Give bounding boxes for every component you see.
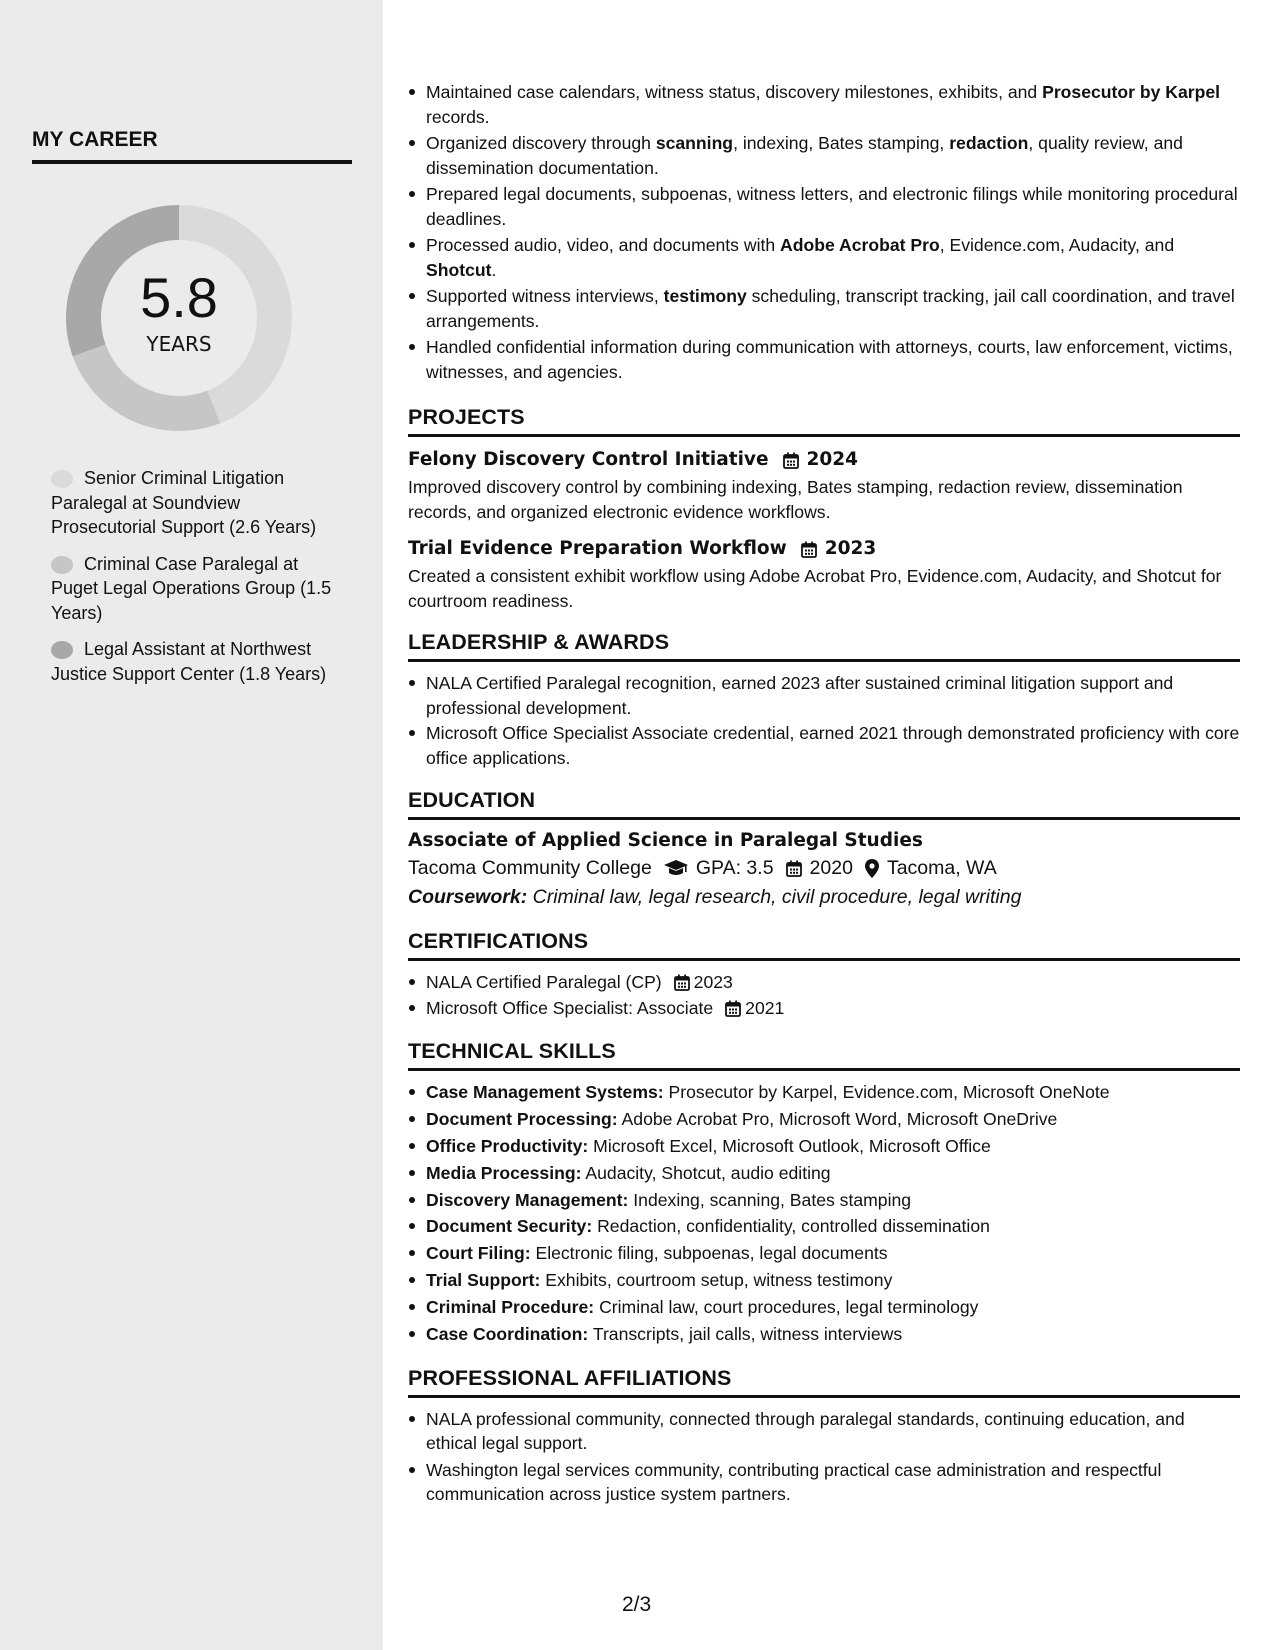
project-title: Felony Discovery Control Initiative: [408, 449, 769, 470]
award-item: NALA Certified Paralegal recognition, earned 2023 after sustained criminal litigation support and professional development.: [408, 671, 1240, 720]
certification-name: Microsoft Office Specialist: Associate: [426, 998, 714, 1018]
bullet-text: Supported witness interviews,: [426, 286, 664, 306]
coursework-label: Coursework:: [408, 886, 528, 908]
leadership-list: [408, 671, 1240, 770]
calendar-icon: [801, 541, 817, 558]
project-title: Trial Evidence Preparation Workflow: [408, 538, 787, 559]
skill-item: [408, 1214, 1240, 1239]
skill-values: Redaction, confidentiality, controlled dissemination: [597, 1216, 990, 1237]
location-pin-icon: [865, 859, 879, 878]
skill-category: Media Processing:: [426, 1162, 582, 1183]
skill-item: [408, 1188, 1240, 1213]
experience-bullet: [408, 335, 1240, 384]
skill-item: [408, 1134, 1240, 1159]
career-item: [51, 466, 341, 540]
skill-item: [408, 1241, 1240, 1266]
skills-list: [408, 1080, 1240, 1347]
project-title-row: [408, 536, 1240, 562]
graduation-cap-icon: [664, 859, 688, 877]
certification-year: 2023: [693, 972, 733, 992]
bullet-text: records.: [426, 106, 490, 127]
leadership-heading: LEADERSHIP & AWARDS: [408, 629, 1240, 662]
coursework-text: Criminal law, legal research, civil procedure, legal writing: [532, 886, 1022, 908]
bold-keyword: redaction: [949, 133, 1029, 153]
award-item: Microsoft Office Specialist Associate credential, earned 2021 through demonstrated proficiency with core office applications.: [408, 721, 1240, 770]
main-content: [408, 80, 1240, 1509]
experience-bullets: [408, 80, 1240, 384]
affiliations-list: [408, 1407, 1240, 1507]
bullet-text: Handled confidential information during communication with attorneys, courts, law enforcement, victims, witnesses, and agencies.: [426, 337, 1233, 382]
calendar-icon: [786, 860, 802, 877]
career-item: [51, 552, 341, 626]
skill-values: Audacity, Shotcut, audio editing: [585, 1162, 831, 1183]
skill-item: [408, 1295, 1240, 1320]
skill-values: Prosecutor by Karpel, Evidence.com, Microsoft OneNote: [668, 1082, 1110, 1102]
bullet-text: , Evidence.com, Audacity, and: [939, 235, 1175, 255]
education-heading: EDUCATION: [408, 787, 1240, 820]
skill-category: Criminal Procedure:: [426, 1297, 595, 1318]
certification-row: [426, 996, 1240, 1021]
project-year: 2023: [824, 538, 877, 559]
experience-bullet: [408, 131, 1240, 180]
calendar-icon: [725, 1000, 741, 1017]
affiliations-heading: PROFESSIONAL AFFILIATIONS: [408, 1365, 1240, 1398]
skill-values: Electronic filing, subpoenas, legal documents: [535, 1243, 888, 1264]
projects-list: [408, 447, 1240, 613]
skill-values: Microsoft Excel, Microsoft Outlook, Microsoft Office: [593, 1135, 991, 1156]
project-year: 2024: [806, 449, 859, 470]
skill-category: Document Processing:: [426, 1108, 618, 1129]
bullet-text: Processed audio, video, and documents with: [426, 235, 781, 255]
legend-dot: [51, 641, 73, 659]
certification-item: [408, 996, 1240, 1021]
experience-bullet: [408, 182, 1240, 231]
career-list: [51, 466, 341, 698]
certification-year: 2021: [745, 998, 785, 1018]
affiliation-item: NALA professional community, connected through paralegal standards, continuing education, and ethical legal support.: [408, 1407, 1240, 1456]
skill-category: Court Filing:: [426, 1243, 531, 1264]
school-name: Tacoma Community College: [408, 857, 652, 879]
graduation-year: 2020: [809, 857, 853, 879]
career-item-label: Criminal Case Paralegal at Puget Legal Operations Group (1.5 Years): [51, 553, 332, 623]
certifications-heading: CERTIFICATIONS: [408, 928, 1240, 961]
skill-values: Adobe Acrobat Pro, Microsoft Word, Microsoft OneDrive: [621, 1108, 1058, 1129]
certification-item: [408, 970, 1240, 995]
career-item-label: Legal Assistant at Northwest Justice Support Center (1.8 Years): [51, 639, 327, 684]
bullet-text: scheduling, transcript tracking, jail call coordination, and travel arrangements.: [426, 286, 1235, 331]
bullet-text: , indexing, Bates stamping,: [733, 133, 950, 153]
bullet-text: Prepared legal documents, subpoenas, witness letters, and electronic filings while monitoring procedural deadlines.: [426, 184, 1238, 229]
skill-category: Case Coordination:: [426, 1324, 589, 1345]
skills-heading: TECHNICAL SKILLS: [408, 1038, 1240, 1071]
skill-values: Exhibits, courtroom setup, witness testimony: [545, 1270, 893, 1291]
certifications-list: [408, 970, 1240, 1021]
affiliation-item: Washington legal services community, contributing practical case administration and respectful communication across justice system partners.: [408, 1458, 1240, 1507]
certification-name: NALA Certified Paralegal (CP): [426, 972, 662, 992]
experience-bullet: [408, 233, 1240, 282]
legend-dot: [51, 470, 73, 488]
legend-dot: [51, 556, 73, 574]
career-donut-chart: [66, 205, 292, 431]
education-details: [408, 854, 1240, 882]
calendar-icon: [783, 452, 799, 469]
donut-value: 5.8: [140, 266, 218, 329]
project-title-row: [408, 447, 1240, 473]
bold-keyword: Shotcut: [426, 259, 492, 280]
gpa: GPA: 3.5: [695, 857, 774, 879]
project-description: Improved discovery control by combining indexing, Bates stamping, redaction review, dissemination records, and organized electronic evidence workflows.: [408, 477, 1183, 522]
coursework: [408, 882, 1240, 912]
bullet-text: , quality review, and dissemination documentation.: [426, 133, 1183, 178]
project-description: Created a consistent exhibit workflow using Adobe Acrobat Pro, Evidence.com, Audacity, and Shotcut for courtroom readiness.: [408, 566, 1222, 611]
bold-keyword: Adobe Acrobat Pro: [780, 235, 940, 255]
skill-item: [408, 1322, 1240, 1347]
experience-bullet: [408, 80, 1240, 129]
projects-heading: PROJECTS: [408, 404, 1240, 437]
experience-bullet: [408, 284, 1240, 333]
skill-category: Discovery Management:: [426, 1189, 629, 1210]
career-item-label: Senior Criminal Litigation Paralegal at Soundview Prosecutorial Support (2.6 Years): [51, 468, 317, 537]
donut-segment-2: [73, 344, 220, 431]
page-number: 2/3: [622, 1593, 652, 1616]
calendar-icon: [674, 974, 690, 991]
skill-item: [408, 1107, 1240, 1132]
skill-category: Office Productivity:: [426, 1135, 589, 1156]
skill-item: [408, 1268, 1240, 1293]
certification-row: [426, 970, 1240, 995]
school-location: Tacoma, WA: [886, 857, 997, 879]
skill-category: Case Management Systems:: [426, 1082, 664, 1102]
sidebar: [0, 0, 383, 1650]
bold-keyword: scanning: [655, 133, 734, 153]
career-heading: MY CAREER: [32, 126, 352, 164]
bullet-text: .: [491, 259, 497, 280]
career-item: [51, 637, 341, 686]
degree-title: Associate of Applied Science in Paralegal Studies: [408, 830, 923, 851]
bold-keyword: Prosecutor by Karpel: [1042, 82, 1221, 102]
skill-item: [408, 1161, 1240, 1186]
donut-unit: YEARS: [146, 332, 212, 356]
bullet-text: Organized discovery through: [426, 133, 656, 153]
skill-item: [408, 1080, 1240, 1105]
skill-values: Indexing, scanning, Bates stamping: [633, 1189, 912, 1210]
bold-keyword: testimony: [663, 286, 747, 306]
skill-values: Transcripts, jail calls, witness interviews: [592, 1324, 903, 1345]
skill-values: Criminal law, court procedures, legal terminology: [599, 1297, 979, 1318]
skill-category: Document Security:: [426, 1216, 593, 1237]
skill-category: Trial Support:: [426, 1270, 541, 1291]
bullet-text: Maintained case calendars, witness status, discovery milestones, exhibits, and: [426, 82, 1043, 102]
